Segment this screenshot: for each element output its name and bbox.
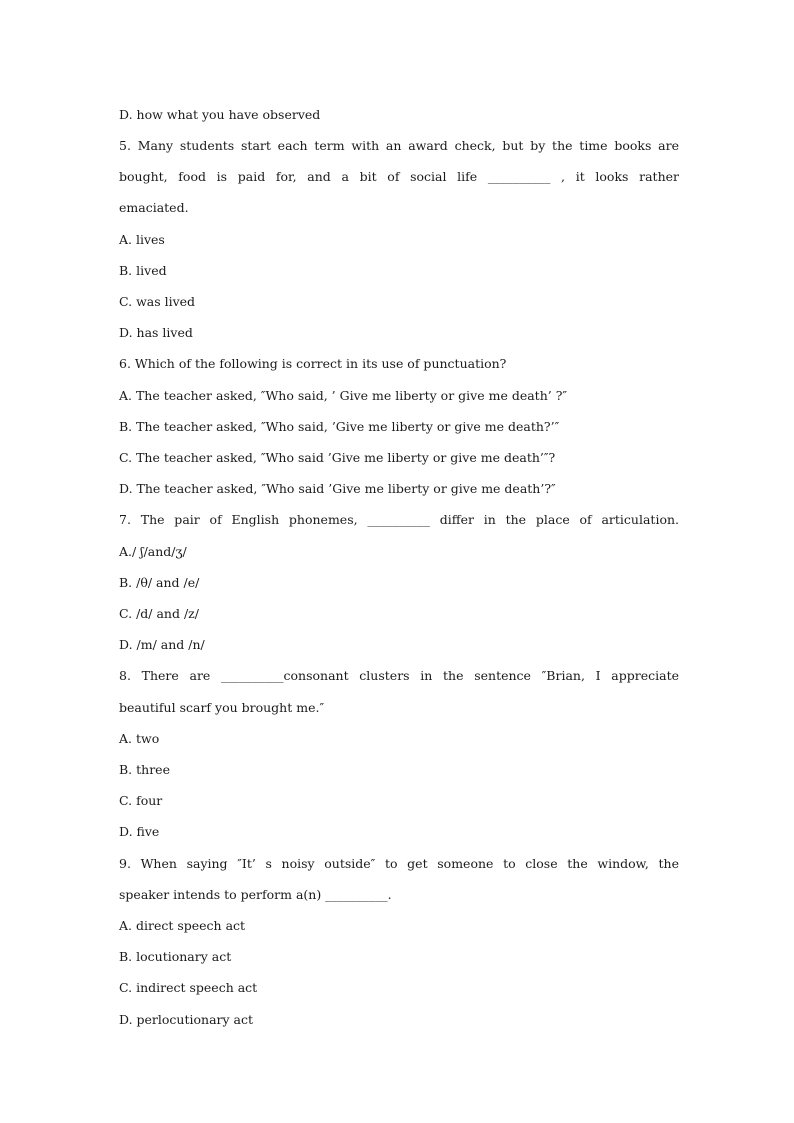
- option-8c: C. four: [119, 793, 163, 808]
- question-7: 7. The pair of English phonemes, __________ differ in the place of articulation.: [119, 512, 679, 527]
- option-8a: A. two: [119, 731, 160, 746]
- option-4d: D. how what you have observed: [119, 107, 321, 122]
- question-5-line-3: emaciated.: [119, 200, 189, 215]
- option-9b: B. locutionary act: [119, 949, 232, 964]
- option-7c: C. /d/ and /z/: [119, 606, 199, 621]
- question-5-line-1: 5. Many students start each term with an award check, but by the time books are: [119, 138, 679, 153]
- option-7b: B. /θ/ and /e/: [119, 575, 200, 590]
- option-5d: D. has lived: [119, 325, 193, 340]
- option-6d: D. The teacher asked, ″Who said ’Give me liberty or give me death’?″: [119, 481, 556, 496]
- question-6: 6. Which of the following is correct in its use of punctuation?: [119, 356, 507, 371]
- option-5c: C. was lived: [119, 294, 196, 309]
- option-9a: A. direct speech act: [119, 918, 246, 933]
- question-9-line-2: speaker intends to perform a(n) __________.: [119, 887, 392, 902]
- question-8-line-1: 8. There are __________consonant clusters in the sentence ″Brian, I appreciate: [119, 668, 679, 683]
- option-7d: D. /m/ and /n/: [119, 637, 205, 652]
- option-9c: C. indirect speech act: [119, 980, 258, 995]
- question-5-line-2: bought, food is paid for, and a bit of social life __________ , it looks rather: [119, 169, 679, 184]
- option-6a: A. The teacher asked, ″Who said, ’ Give me liberty or give me death’ ?″: [119, 388, 568, 403]
- option-8b: B. three: [119, 762, 170, 777]
- question-8-line-2: beautiful scarf you brought me.″: [119, 700, 325, 715]
- option-8d: D. five: [119, 824, 160, 839]
- question-9-line-1: 9. When saying ″It’ s noisy outside″ to get someone to close the window, the: [119, 856, 679, 871]
- option-5a: A. lives: [119, 232, 165, 247]
- option-5b: B. lived: [119, 263, 167, 278]
- option-9d: D. perlocutionary act: [119, 1012, 254, 1027]
- option-7a: A./ ʃ/and/ʒ/: [119, 544, 187, 559]
- option-6b: B. The teacher asked, ″Who said, ’Give me liberty or give me death?’″: [119, 419, 560, 434]
- option-6c: C. The teacher asked, ″Who said ’Give me liberty or give me death’″?: [119, 450, 556, 465]
